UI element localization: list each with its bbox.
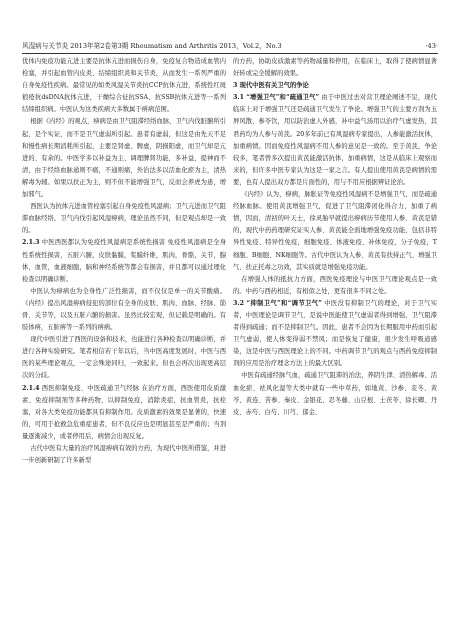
body-paragraph: 现代中医引进了西医的设备和技术，也能进行各种检查以明确诊断，并进行各种实验研究。笔者相信若干年以后，当中医高度发展时，中医与西医的某些理论观点，一定会殊途同归，一致起来。但也会再次出现更高层次的分歧。 (22, 336, 226, 380)
right-column (233, 56, 437, 419)
journal-title: 风湿病与关节炎 2013年第2卷第3期 Rheumatism and Arthritis 2013，Vol.2，No.3 (22, 42, 282, 50)
subsection-label: 2.1.3 (22, 239, 40, 247)
subsection-text: 中医没有抑制卫气的理论，对于卫气实者，中医理论是调节卫气，是说中医能使卫气虚弱者得到增强，卫气阻滞者得到疏通；而不是抑制卫气。因此，患者不会因为长期服用中药而引起卫气虚弱，使人体变得弱不禁风；而是恢复了健康，很少发生呼吸道感染，这是中医与西医理论上的不同。中药调节卫气的观点与西药免疫抑制剂的应用是治疗理念方法上的最大区别。 (233, 299, 437, 368)
body-paragraph: 中医认为痹病也为全身性广泛性损害，而不仅仅是单一的关节酸痛。《内经》提出风湿痹病侵犯的部位有全身的皮肤、肌肉、血脉、经脉、筋骨、关节等，以及五脏六腑的损害。虽然比较宏观，但记载是明确的。有肢体痹，五脏痹等一系列的痹病。 (22, 287, 226, 332)
left-column (22, 56, 226, 467)
page-number: ·43· (425, 42, 438, 50)
subsection-label: 3.1 “增强卫气”和“疏通卫气” (233, 94, 320, 102)
body-paragraph: 《内经》认为，痹病，脉胀证等免疫性风湿病不是增强卫气，而是疏通经脉血脉。使用黄芪增强卫气，促进了卫气阻滞闭化得合力，加重了病情，因而，清初的叶天士，徐灵胎早就提出痹病历节使用人参、黄芪是错的，现代中药药理研究证实人参、黄芪能全面地增强免疫功能，包括非特异性免疫、特异性免疫，细胞免疫、体液免疫、补体免疫，分子免疫，T细胞、B细胞、NK细胞等。古代中医认为人参、黄芪有扶持正气、增强卫气、扶正托毒之功效，其实质就是增强免疫功能。 (233, 191, 437, 271)
subsection-label: 2.1.4 (22, 384, 40, 392)
subsection-paragraph (22, 237, 226, 285)
header-rule (22, 53, 438, 54)
section-heading: 3 现代中医有关卫气的争论 (233, 82, 309, 90)
subsection-text: 西医抑制免疫、中医疏通卫气经脉 在治疗方面，西医使用皮质激素、免疫抑制剂等多种药物，以抑制免疫，消除炎症，抗血管炎，抗栓塞，对各大类免疫功能都具有抑制作用。皮质激素的效果是显著的，快速的，可用于抢救急危重症患者，但不良反应也是明显甚至是严重的；当剂量逐渐减少，或者停用后，病情会出现反复。 (22, 384, 226, 440)
subsection-paragraph (233, 298, 437, 371)
subsection-text: 中医西医都认为免疫性风湿病是系统性损害 免疫性风湿病是全身性系统性损害，五脏六腑，皮肤黏膜，浆膜纤维，肌肉，骨骼，关节，腺体，血管，血液细胞，脑和神经系统等都会有损害，并且都可以通过理化检查以明确诊断。 (22, 239, 226, 283)
running-header (22, 40, 438, 52)
body-paragraph: 在增强人体的抵抗力方面，西医免疫理论与中医卫气理论观点是一致的。中药与西药相近，有相似之处，更有很多不同之处。 (233, 275, 437, 295)
body-paragraph: 西医认为抗体亢进血管栓塞引起自身免疫性风湿病；卫气亢进而卫气阻滞血脉经络，卫气内伐引起风湿痹病，理论虽然不同，但是观点却是一致的。 (22, 203, 226, 235)
body-paragraph: 的方药，协助皮质激素等药物减量和停用，在临床上，取得了使病情显著好转或完全缓解的效果。 (233, 58, 437, 78)
body-paragraph: 古代中医有大量的治疗风湿痹病有效的方药，为现代中医所借鉴，并进一步创新研制了许多新型 (22, 445, 226, 465)
subsection-label: 3.2 “抑制卫气”和“调节卫气” (233, 299, 322, 307)
body-paragraph: 优体内免疫功能亢进主要是抗体亢进而损伤自身，免疫复合物造成血管内栓塞，并引起血管内皮炎、结缔组织炎和关节炎，从而发生一系列严重的自身免疫性疾病。最常见的如类风湿关节炎抗CCP抗体亢进，系统性红斑狼疮抗dsDNA抗体亢进，干燥综合征抗SSA、抗SSB抗体亢进等一系列结缔组织病。中医认为这类疾病大多数属于痹病范围。 (22, 58, 226, 114)
subsection-paragraph (233, 92, 437, 189)
body-paragraph: 根据《内经》的观点，痹病是由卫气阻滞经络血脉，卫气内伐脏腑所引起，是个实证，而不是卫气虚弱所引起。患者有虚弱，但这是由先天不足和慢性病长期消耗所引起，主要是肾虚、脾虚，阴损阳虚，而卫气却是亢进的、有余的。中医学多以补益为主、调理脾肾功能，多补益、提神而不清，由于经络血脉通则不痛，不通则痛，外治法多以活血化瘀为主，清热解毒为辅。如果以扶正为主，则不但不能增强卫气，反而会养虎为患，增加邪气。 (22, 118, 226, 199)
subsection-paragraph (22, 383, 226, 443)
subsection-text: 由于中医过去对营卫理论阐述不足，现代临床上对于增强卫气还是疏通卫气发生了争论。增强卫气的主要方剂为玉屏风散，参苓饮，用以防治虚人外感，补中益气汤用以治疗气虚发热，其君药均为人参与黄芪。20多年前已有风湿病专家提出，人参能激活抗体，加重病情。因而免疫性风湿病不用人参的意见是一致的。至于黄芪，争论较多，笔者曾多次提出黄芪能激活抗体，加重病情，这是从临床上观察而来的，但许多中医专家认为这是一家之言。有人提出使用黄芪是病情的需要，也有人提出双方都是片面性的，用与不用应根据辨证论治。 (233, 94, 437, 186)
body-paragraph: 中医有疏通经脉气血，疏通卫气阻滞的治法，养阴生津、清热解毒、活血化瘀、祛风化湿等大类中就有一些中草药，如地黄、沙参、麦冬、黄芩、黄连、苦参、秦皮、金银花、忍冬藤、山豆根、土茯苓、徐长卿、丹皮、赤芍、白芍、川芎、郁金、 (233, 372, 437, 416)
